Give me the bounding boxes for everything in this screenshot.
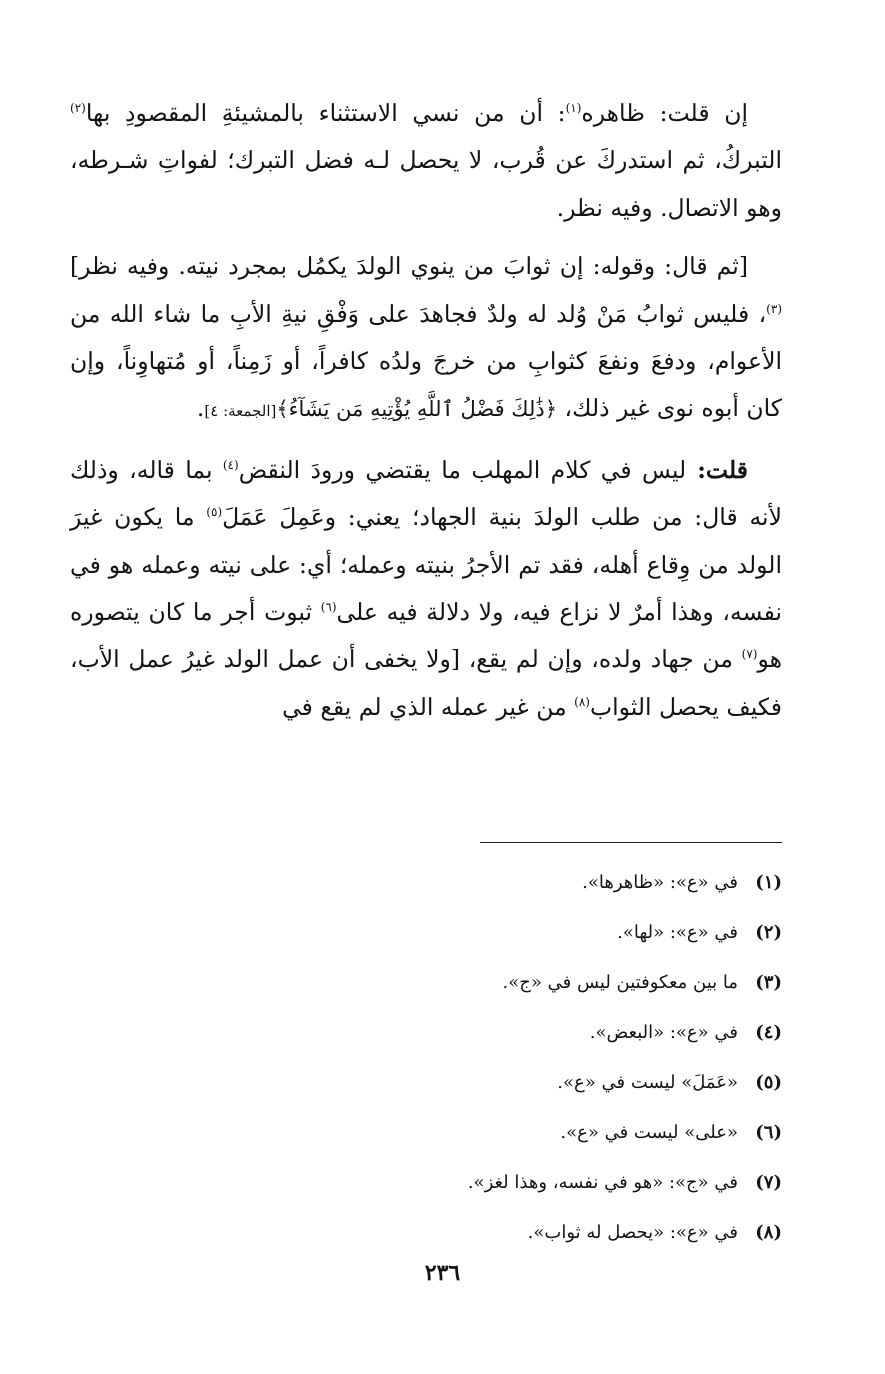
footnote-item — [300, 1008, 782, 1058]
text-segment: قلت: — [686, 455, 748, 484]
footnote-text: في «ع»: «يحصل له ثواب». — [527, 1222, 738, 1243]
footnote-number: (١) — [755, 872, 782, 893]
verse-reference: [الجمعة: ٤] — [204, 402, 277, 421]
footnote-item — [300, 958, 782, 1008]
footnote-number: (٦) — [755, 1122, 782, 1143]
text-segment: من غير عمله الذي لم يقع في — [282, 692, 575, 721]
footnote-marker: (٣) — [766, 301, 782, 316]
footnote-item — [300, 1158, 782, 1208]
footnote-marker: (٢) — [70, 101, 86, 116]
text-segment: : أن من نسي الاستثناء بالمشيئةِ المقصودِ بها — [85, 99, 566, 127]
footnote-text: في «ع»: «ظاهرها». — [582, 872, 738, 893]
paragraph-3 — [70, 447, 782, 731]
footnote-separator — [480, 842, 782, 843]
footnote-number: (٤) — [755, 1022, 782, 1043]
text-segment: بما قاله، وذلك لأنه قال: من طلب الولدَ بنية الجهاد؛ يعني: وعَمِلَ عَمَلَ — [70, 455, 782, 532]
footnote-number: (٨) — [755, 1222, 782, 1243]
footnote-item — [300, 1108, 782, 1158]
text-segment: إن قلت: ظاهره — [581, 99, 748, 127]
text-segment: ، فليس ثوابُ مَنْ وُلد له ولدٌ فجاهدَ على وَفْقِ نيةِ الأبِ ما شاء الله من الأعوام، ودفعَ ونفعَ كثوابِ من خرجَ ولدُه كافراً، أو زَمِناً، أو مُتهاوِناً، وإن كان أبوه نوى غير ذلك، — [70, 299, 782, 423]
footnote-marker: (٨) — [574, 695, 590, 710]
footnote-text: في «ع»: «لها». — [617, 922, 738, 943]
footnote-item — [300, 858, 782, 908]
footnote-text: ما بين معكوفتين ليس في «ج». — [502, 972, 738, 993]
footnote-marker: (٤) — [222, 458, 239, 473]
footnote-text: «عَمَلَ» ليست في «ع». — [557, 1072, 738, 1093]
footnote-marker: (٧) — [741, 647, 758, 662]
footnote-marker: (١) — [565, 101, 582, 116]
footnote-number: (٧) — [755, 1172, 782, 1193]
text-segment: ليس في كلام المهلب ما يقتضي ورودَ النقض — [238, 455, 687, 484]
paragraph-1 — [70, 90, 782, 232]
text-segment: من جهاد ولده، وإن لم يقع، [ولا يخفى أن عمل الولد غيرُ عمل الأب، فكيف يحصل الثواب — [70, 645, 782, 721]
footnote-item — [300, 1208, 782, 1258]
text-segment: [ثم قال: وقوله: إن ثوابَ من ينوي الولدَ يكمُل بمجرد نيته. وفيه نظر] — [70, 252, 748, 281]
footnote-marker: (٦) — [320, 600, 337, 615]
text-segment: التبركُ، ثم استدركَ عن قُرب، لا يحصل لـه فضل التبرك؛ لفواتِ شـرطه، وهو الاتصال. وفيه نظر. — [70, 146, 782, 222]
footnote-number: (٣) — [755, 972, 782, 993]
footnote-text: «على» ليست في «ع». — [560, 1122, 738, 1143]
footnote-text: في «ج»: «هو في نفسه، وهذا لغز». — [467, 1172, 738, 1193]
page-number: ٢٣٦ — [424, 1260, 461, 1286]
footnote-text: في «ع»: «البعض». — [589, 1022, 738, 1043]
text-segment: ثبوت أجر ما كان يتصوره هو — [70, 598, 782, 674]
footnote-item — [300, 1058, 782, 1108]
quran-verse: ﴿ذَٰلِكَ فَضْلُ ٱللَّهِ يُؤْتِيهِ مَن يَشَآءُ﴾ — [276, 397, 558, 422]
footnotes-list — [300, 858, 782, 1258]
text-segment: . — [196, 394, 205, 423]
footnote-number: (٢) — [755, 922, 782, 943]
footnote-number: (٥) — [755, 1072, 782, 1093]
main-text — [70, 90, 782, 731]
footnote-marker: (٥) — [206, 505, 223, 520]
footnote-item — [300, 908, 782, 958]
text-segment: ما يكون غيرَ الولد من وِقاع أهله، فقد تم الأجرُ بنيته وعمله؛ أي: على نيته وعمله هو في نفسه، وهذا أمرٌ لا نزاع فيه، ولا دلالة فيه على — [70, 503, 783, 627]
paragraph-2 — [70, 243, 782, 436]
